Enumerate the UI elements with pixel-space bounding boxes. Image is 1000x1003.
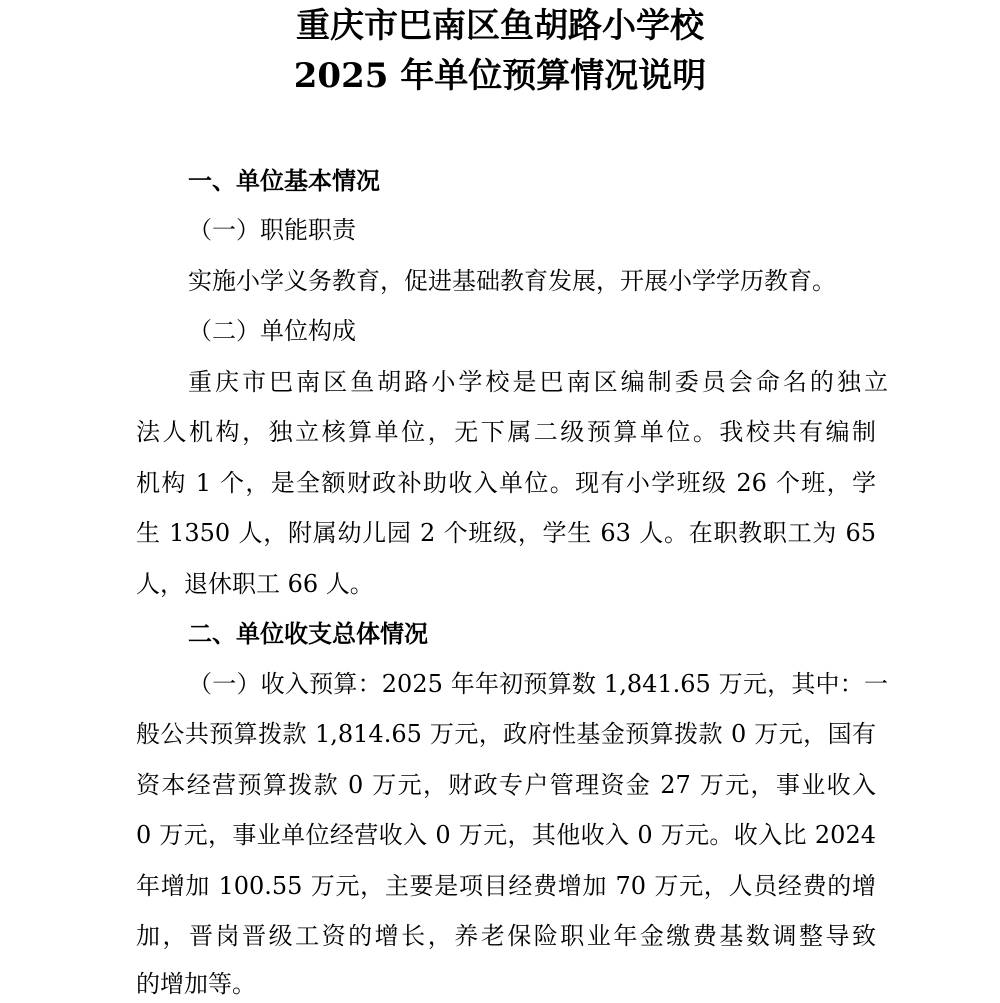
paragraph-line: 生 1350 人，附属幼儿园 2 个班级，学生 63 人。在职教职工为 65 [136, 519, 876, 547]
paragraph-line: 的增加等。 [136, 970, 256, 998]
paragraph-line: 法人机构，独立核算单位，无下属二级预算单位。我校共有编制 [136, 418, 876, 446]
document-title-line1: 重庆市巴南区鱼胡路小学校 [296, 6, 704, 46]
paragraph-line: 机构 1 个，是全额财政补助收入单位。现有小学班级 26 个班，学 [136, 469, 876, 497]
paragraph-line: 般公共预算拨款 1,814.65 万元，政府性基金预算拨款 0 万元，国有 [136, 720, 876, 748]
section1-sub2-heading: （二）单位构成 [188, 317, 356, 345]
paragraph-line: （一）收入预算：2025 年年初预算数 1,841.65 万元，其中：一 [188, 670, 888, 698]
section1-heading: 一、单位基本情况 [188, 166, 380, 195]
section2-heading: 二、单位收支总体情况 [188, 619, 428, 648]
paragraph-line: 加，晋岗晋级工资的增长，养老保险职业年金缴费基数调整导致 [136, 922, 876, 950]
paragraph-line: 0 万元，事业单位经营收入 0 万元，其他收入 0 万元。收入比 2024 [136, 821, 876, 849]
section1-sub1-heading: （一）职能职责 [188, 216, 356, 244]
paragraph-line: 重庆市巴南区鱼胡路小学校是巴南区编制委员会命名的独立 [188, 368, 888, 396]
paragraph-line: 年增加 100.55 万元，主要是项目经费增加 70 万元，人员经费的增 [136, 872, 876, 900]
paragraph-line: 资本经营预算拨款 0 万元，财政专户管理资金 27 万元，事业收入 [136, 771, 876, 799]
paragraph-line: 人，退休职工 66 人。 [136, 570, 374, 598]
section1-sub1-text: 实施小学义务教育，促进基础教育发展，开展小学学历教育。 [188, 267, 836, 295]
document-title-line2: 2025 年单位预算情况说明 [293, 56, 707, 96]
